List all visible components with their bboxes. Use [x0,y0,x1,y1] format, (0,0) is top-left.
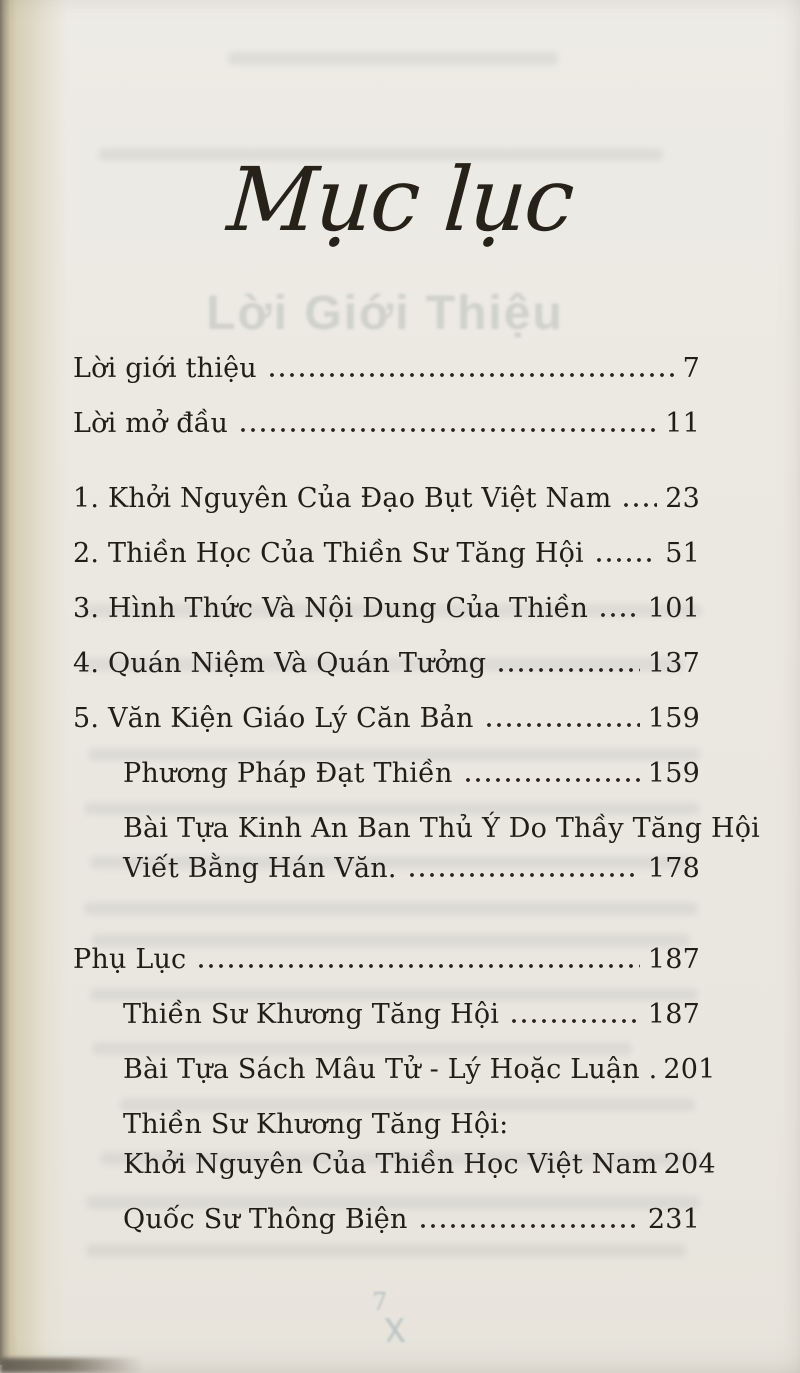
toc-entry-page: 231 [647,1204,700,1235]
page-title: Mục lục [224,148,576,251]
toc-row [73,482,700,516]
toc-list [73,352,761,1237]
toc-entry-text: Lời mở đầu [73,408,229,439]
toc-entry-text: 5. Văn Kiện Giáo Lý Căn Bản [73,703,474,734]
toc-row [73,812,761,846]
toc-entry-text: Phụ Lục [73,944,187,975]
toc-row [73,943,700,977]
toc-entry-text: Thiền Sư Khương Tăng Hội [123,999,500,1030]
toc-row [73,702,700,736]
toc-row [73,757,700,791]
toc-row [73,1053,716,1087]
toc-row [73,352,700,386]
dot-leader [592,541,657,571]
dot-leader [236,411,657,441]
toc-entry-text: Bài Tựa Sách Mâu Tử - Lý Hoặc Luận . [123,1054,658,1085]
dot-leader [405,856,640,886]
dot-leader [461,761,640,791]
toc-entry-text: 4. Quán Niệm Và Quán Tưởng [73,648,487,679]
toc-entry-text: Bài Tựa Kinh An Ban Thủ Ý Do Thầy Tăng Hội [123,813,761,844]
bleed-through-page-number: 7 [372,1288,388,1316]
toc-row [73,407,700,441]
dot-leader [265,356,675,386]
toc-entry-text: Quốc Sư Thông Biện [123,1204,408,1235]
toc-entry-text: Phương Pháp Đạt Thiền [123,758,453,789]
dot-leader [194,947,639,977]
bleed-through-heading: Lời Giới Thiệu [206,287,564,340]
toc-entry-text: 3. Hình Thức Và Nội Dung Của Thiền [73,593,589,624]
toc-entry-text: Khởi Nguyên Của Thiền Học Việt Nam [123,1149,658,1180]
toc-row [73,592,700,626]
toc-row [73,1203,700,1237]
dot-leader [507,1002,640,1032]
toc-entry-page: 178 [647,853,700,884]
bottom-left-shadow [0,1358,150,1373]
toc-entry-page: 11 [665,408,700,439]
toc-row [73,998,700,1032]
toc-entry-page: 159 [647,758,700,789]
bleed-through-line [86,1244,686,1257]
toc-row [73,537,700,571]
dot-leader [619,486,657,516]
toc-entry-page: 101 [647,593,700,624]
toc-entry-text: Thiền Sư Khương Tăng Hội: [123,1109,509,1140]
toc-entry-text: 2. Thiền Học Của Thiền Sư Tăng Hội [73,538,584,569]
leaf-ornament-icon [382,1318,408,1342]
toc-entry-page: 51 [665,538,700,569]
toc-entry-page: 187 [647,999,700,1030]
toc-entry-page: 201 [663,1054,716,1085]
toc-entry-page: 7 [682,353,700,384]
toc-row [73,1148,716,1182]
toc-entry-page: 159 [647,703,700,734]
dot-leader [482,706,640,736]
toc-row [73,1108,700,1142]
toc-entry-page: 204 [663,1149,716,1180]
toc-entry-page: 187 [647,944,700,975]
toc-entry-page: 137 [647,648,700,679]
dot-leader [416,1207,640,1237]
bleed-through-line [228,52,558,65]
dot-leader [494,651,640,681]
toc-entry-text: Lời giới thiệu [73,353,257,384]
toc-row [73,647,700,681]
dot-leader [596,596,640,626]
toc-row [73,852,700,886]
toc-entry-text: Viết Bằng Hán Văn. [123,853,397,884]
toc-entry-page: 23 [665,483,700,514]
toc-entry-text: 1. Khởi Nguyên Của Đạo Bụt Việt Nam [73,483,612,514]
